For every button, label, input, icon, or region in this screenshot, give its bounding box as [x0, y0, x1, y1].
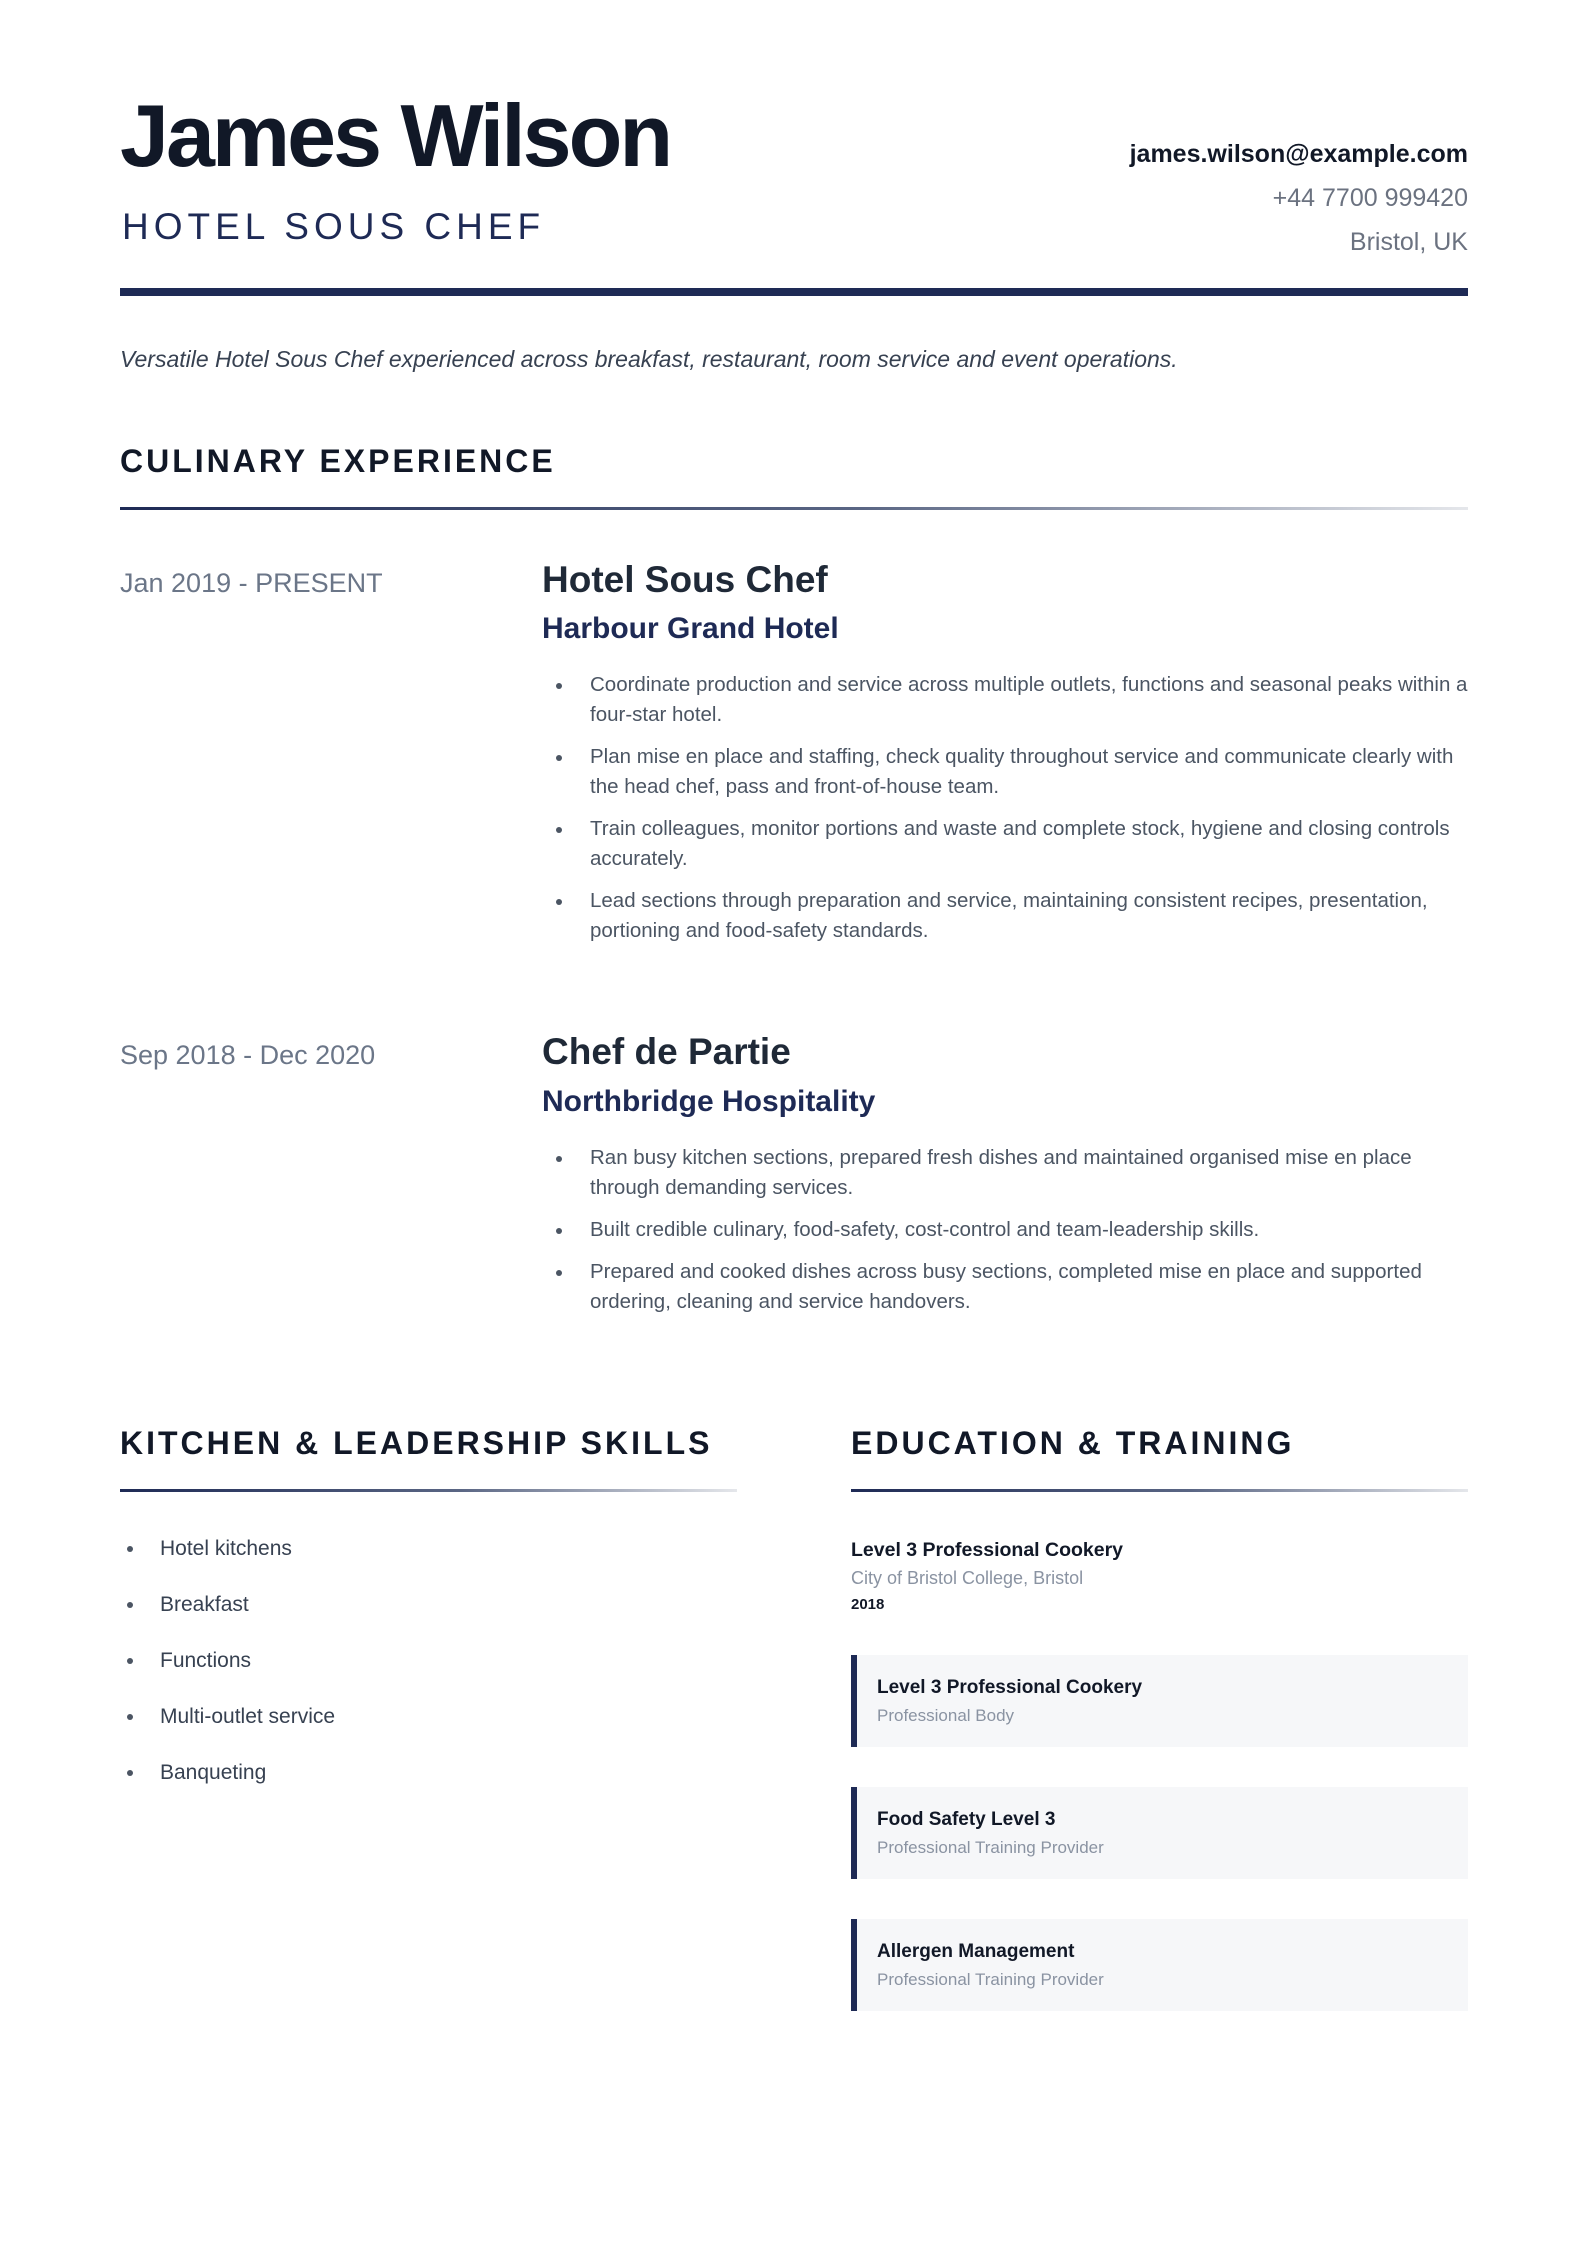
section-title: CULINARY EXPERIENCE	[120, 443, 556, 479]
bottom-columns	[120, 1424, 1468, 2011]
degree-institution: City of Bristol College, Bristol	[851, 1568, 1084, 1589]
certification-card	[851, 1655, 1468, 1747]
job-bullet: Ran busy kitchen sections, prepared fresh dishes and maintained organised mise en place through demanding services.	[542, 1143, 1468, 1203]
skills-list	[120, 1536, 737, 1786]
resume-header	[120, 0, 1468, 296]
section-title: EDUCATION & TRAINING	[851, 1424, 1295, 1461]
experience-section	[120, 445, 1468, 1329]
job-bullet: Coordinate production and service across multiple outlets, functions and seasonal peaks within a four-star hotel.	[542, 670, 1468, 730]
certification-title: Level 3 Professional Cookery	[877, 1676, 1143, 1698]
job-bullets	[542, 1143, 1468, 1317]
job-bullet: Prepared and cooked dishes across busy sections, completed mise en place and supported ordering, cleaning and service handovers.	[542, 1257, 1468, 1317]
skill-item: Hotel kitchens	[120, 1536, 737, 1562]
skill-item: Banqueting	[120, 1760, 737, 1786]
candidate-role: HOTEL SOUS CHEF	[122, 206, 546, 247]
skill-item: Multi-outlet service	[120, 1704, 737, 1730]
job-bullet: Lead sections through preparation and service, maintaining consistent recipes, presentation, portioning and food-safety standards.	[542, 886, 1468, 946]
job-details	[542, 558, 1468, 958]
contact-location: Bristol, UK	[1349, 228, 1468, 256]
section-divider	[120, 1489, 737, 1492]
job-company: Harbour Grand Hotel	[542, 612, 839, 646]
section-title: KITCHEN & LEADERSHIP SKILLS	[120, 1424, 713, 1461]
job-bullet: Plan mise en place and staffing, check quality throughout service and communicate clearly with the head chef, pass and front-of-house team.	[542, 742, 1468, 802]
certification-org: Professional Body	[877, 1705, 1015, 1725]
certification-org: Professional Training Provider	[877, 1969, 1104, 1989]
certification-title: Food Safety Level 3	[877, 1808, 1056, 1830]
job-entry	[120, 1030, 1468, 1328]
education-section	[851, 1424, 1468, 2011]
section-divider	[120, 507, 1468, 510]
contact-email[interactable]: james.wilson@example.com	[1129, 140, 1468, 168]
certification-card	[851, 1787, 1468, 1879]
certification-card	[851, 1919, 1468, 2011]
job-entry	[120, 558, 1468, 958]
skill-item: Functions	[120, 1648, 737, 1674]
job-bullet: Built credible culinary, food-safety, cost-control and team-leadership skills.	[542, 1215, 1468, 1245]
job-bullets	[542, 670, 1468, 946]
job-dates: Jan 2019 - PRESENT	[120, 568, 383, 598]
job-title: Chef de Partie	[542, 1031, 791, 1073]
degree-title: Level 3 Professional Cookery	[851, 1538, 1124, 1561]
education-entry	[851, 1538, 1468, 1613]
contact-info	[1130, 132, 1468, 264]
degree-year: 2018	[851, 1595, 885, 1613]
certification-title: Allergen Management	[877, 1940, 1075, 1962]
job-details	[542, 1030, 1468, 1328]
skills-section	[120, 1424, 737, 2011]
certification-org: Professional Training Provider	[877, 1837, 1104, 1857]
job-title: Hotel Sous Chef	[542, 559, 828, 600]
job-bullet: Train colleagues, monitor portions and waste and complete stock, hygiene and closing controls accurately.	[542, 814, 1468, 874]
candidate-name: James Wilson	[120, 86, 671, 185]
header-divider	[120, 288, 1468, 296]
job-company: Northbridge Hospitality	[542, 1084, 876, 1118]
contact-phone: +44 7700 999420	[1272, 184, 1468, 212]
job-dates: Sep 2018 - Dec 2020	[120, 1040, 376, 1071]
profile-summary: Versatile Hotel Sous Chef experienced across breakfast, restaurant, room service and event operations.	[120, 346, 1178, 372]
section-divider	[851, 1489, 1468, 1492]
skill-item: Breakfast	[120, 1592, 737, 1618]
